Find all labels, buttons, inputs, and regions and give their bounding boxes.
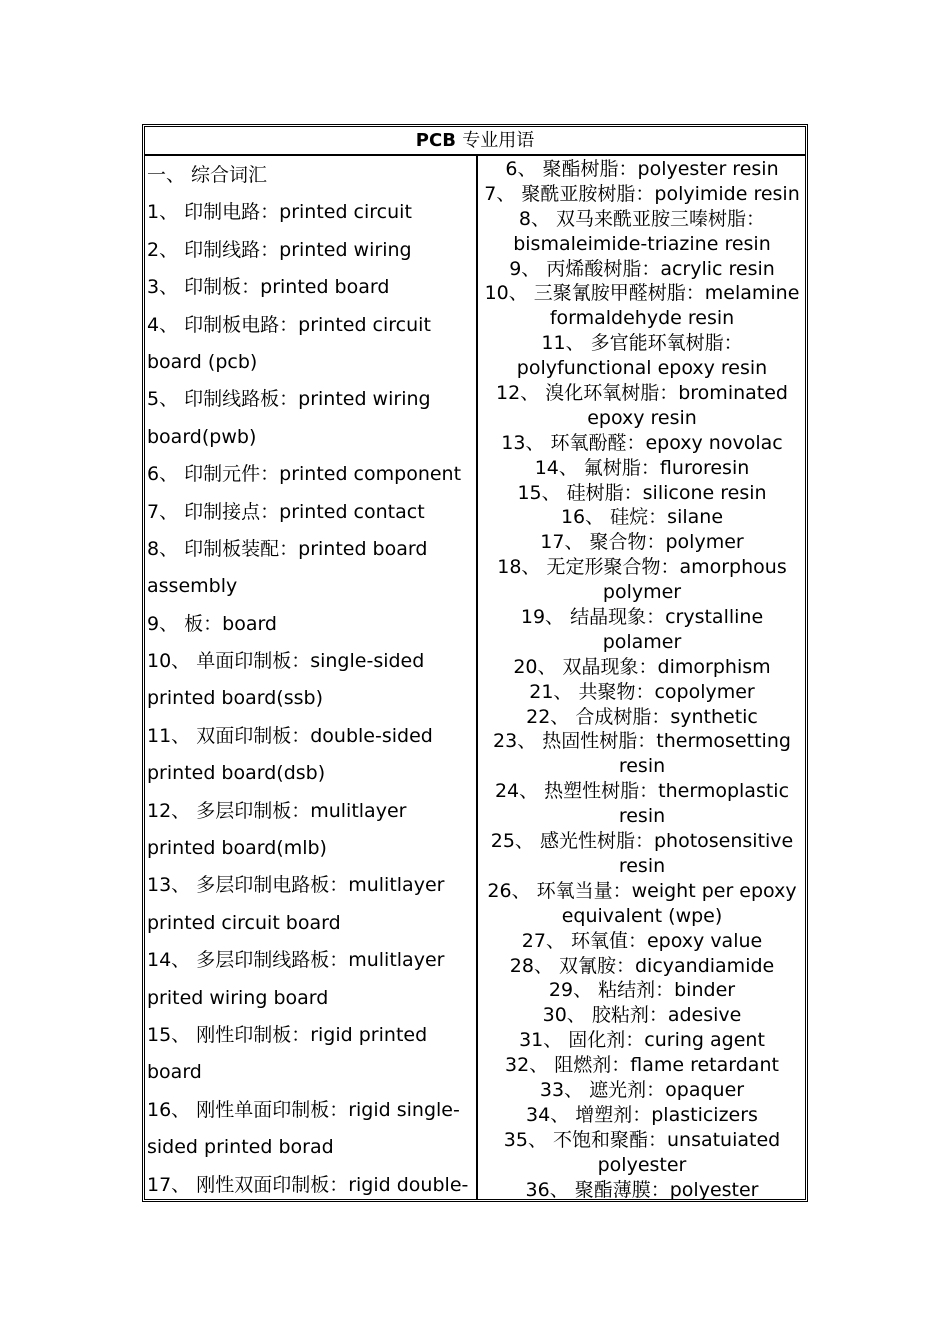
term-line: 16、 刚性单面印制板：rigid single- [147, 1098, 460, 1121]
term-line: board(pwb) [147, 425, 257, 448]
term-line: 8、 双马来酰亚胺三嗪树脂： [518, 207, 766, 230]
left-column [147, 157, 475, 1204]
term-line: 18、 无定形聚合物：amorphous [497, 556, 787, 579]
term-line: 14、 氟树脂：fluroresin [534, 456, 750, 479]
title-chinese: 专业用语 [462, 130, 535, 151]
term-line: 34、 增塑剂：plasticizers [526, 1103, 758, 1126]
term-line: 35、 不饱和聚酯：unsatuiated [503, 1128, 781, 1151]
term-line: 19、 结晶现象：crystalline [520, 606, 764, 629]
term-line: 1、 印制电路：printed circuit [147, 201, 412, 224]
term-line: printed board(mlb) [147, 837, 327, 860]
table-title [145, 127, 805, 156]
term-line: 17、 刚性双面印制板：rigid double- [147, 1173, 469, 1196]
term-line: sided printed borad [147, 1136, 334, 1159]
term-line: 24、 热塑性树脂：thermoplastic [494, 780, 790, 803]
term-line: 4、 印制板电路：printed circuit [147, 313, 431, 336]
right-column [479, 157, 805, 1202]
title-latin: PCB [415, 130, 456, 151]
term-line: 9、 板：board [147, 612, 277, 635]
term-line: 29、 粘结剂：binder [548, 979, 736, 1002]
term-line: 9、 丙烯酸树脂：acrylic resin [509, 257, 775, 280]
term-line: prited wiring board [147, 986, 329, 1009]
term-line: 5、 印制线路板：printed wiring [147, 388, 431, 411]
column-divider [476, 154, 478, 1199]
term-line: polyfunctional epoxy resin [516, 357, 768, 380]
term-line: resin [618, 755, 666, 778]
term-line: formaldehyde resin [549, 307, 735, 330]
term-line: 11、 多官能环氧树脂： [541, 332, 743, 355]
term-line: board [147, 1061, 202, 1084]
term-line: 14、 多层印制线路板：mulitlayer [147, 949, 445, 972]
term-line: 12、 多层印制板：mulitlayer [147, 799, 407, 822]
term-line: 3、 印制板：printed board [147, 276, 390, 299]
term-line: 6、 聚酯树脂：polyester resin [505, 158, 779, 180]
glossary-table [142, 124, 808, 1202]
term-line: 6、 印制元件：printed component [147, 463, 462, 486]
term-line: polyester [597, 1153, 687, 1176]
term-line: 7、 聚酰亚胺树脂：polyimide resin [484, 182, 800, 205]
term-line: assembly [147, 575, 238, 598]
term-line: 10、 单面印制板：single-sided [147, 650, 425, 673]
term-line: printed board(ssb) [147, 687, 323, 710]
term-line: 13、 环氧酚醛：epoxy novolac [501, 431, 783, 454]
term-line: 15、 刚性印制板：rigid printed [147, 1023, 428, 1046]
term-line: 32、 阻燃剂：flame retardant [505, 1054, 779, 1077]
term-line: 7、 印制接点：printed contact [147, 500, 425, 523]
term-line: 22、 合成树脂：synthetic [526, 705, 758, 728]
term-line: 一、 综合词汇 [147, 164, 268, 186]
term-line: 28、 双氰胺：dicyandiamide [509, 954, 775, 977]
term-line: resin [618, 805, 666, 828]
term-line: 25、 感光性树脂：photosensitive [490, 830, 794, 853]
term-line: board (pcb) [147, 350, 258, 373]
term-line: 27、 环氧值：epoxy value [521, 929, 763, 952]
term-line: 2、 印制线路：printed wiring [147, 238, 412, 261]
term-line: 23、 热固性树脂：thermosetting [493, 730, 791, 753]
term-line: resin [618, 854, 666, 877]
term-line: 20、 双晶现象：dimorphism [513, 655, 771, 678]
term-line: 33、 遮光剂：opaquer [539, 1078, 745, 1101]
term-line: polamer [602, 630, 682, 653]
term-line: 21、 共聚物：copolymer [529, 680, 755, 703]
term-line: equivalent (wpe) [561, 904, 723, 927]
term-line: printed circuit board [147, 911, 341, 934]
term-line: epoxy resin [587, 406, 697, 429]
term-line: bismaleimide-triazine resin [513, 232, 771, 255]
term-line: 36、 聚酯薄膜：polyester [525, 1178, 759, 1201]
term-line: 16、 硅烷：silane [560, 506, 724, 529]
term-line: 26、 环氧当量：weight per epoxy [487, 879, 797, 902]
term-line: 10、 三聚氰胺甲醛树脂：melamine [484, 282, 800, 305]
term-line: 15、 硅树脂：silicone resin [517, 481, 767, 504]
term-line: 12、 溴化环氧树脂：brominated [496, 382, 788, 405]
term-line: 31、 固化剂：curing agent [519, 1029, 765, 1052]
term-line: 30、 胶粘剂：adesive [542, 1004, 742, 1027]
term-line: 8、 印制板装配：printed board [147, 537, 428, 560]
term-line: 13、 多层印制电路板：mulitlayer [147, 874, 445, 897]
term-line: 11、 双面印制板：double-sided [147, 724, 433, 747]
term-line: 17、 聚合物：polymer [540, 531, 744, 554]
term-line: polymer [602, 581, 682, 604]
term-line: printed board(dsb) [147, 762, 326, 785]
